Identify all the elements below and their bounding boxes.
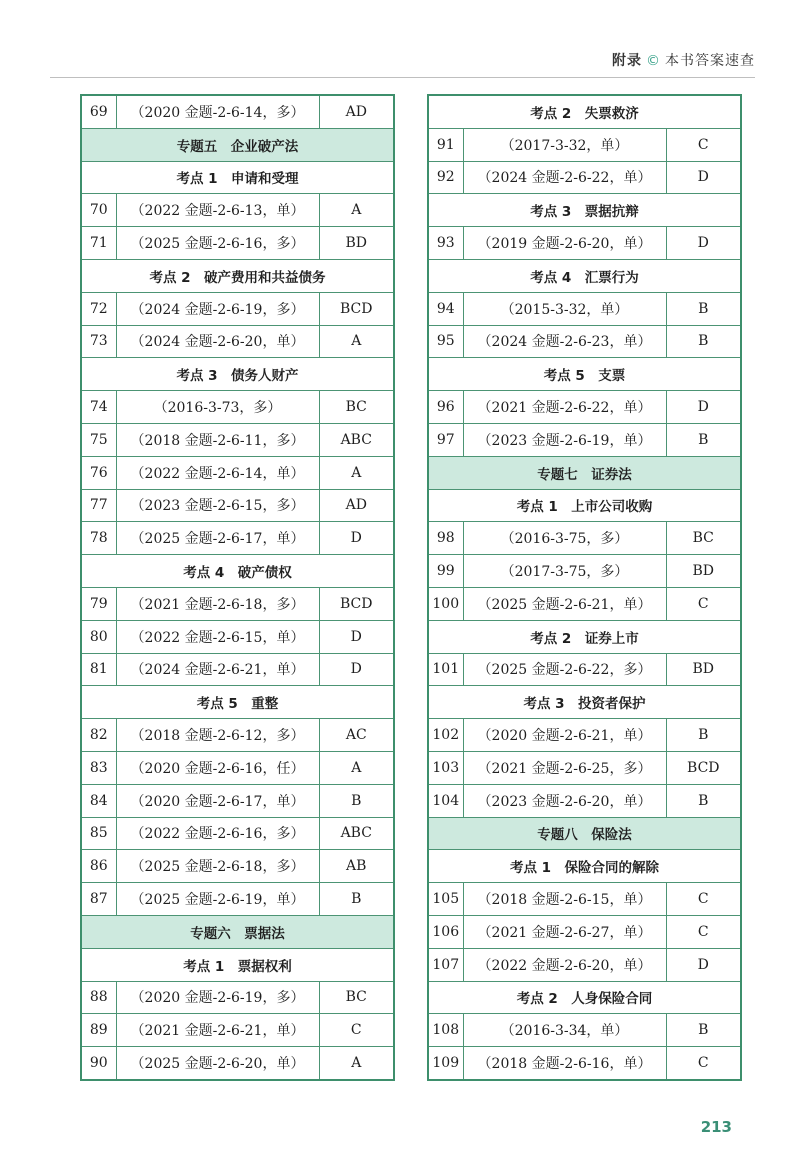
answer-row <box>428 128 741 161</box>
answer-row <box>81 423 394 456</box>
question-source: （2020 金题-2-6-19，多） <box>116 981 319 1014</box>
answer-row <box>428 883 741 916</box>
answer-value: D <box>666 391 741 424</box>
answer-value: C <box>319 1014 394 1047</box>
question-number: 81 <box>81 653 116 686</box>
answer-row <box>428 653 741 686</box>
question-number: 73 <box>81 325 116 358</box>
exam-point-row <box>428 686 741 719</box>
answer-value: BD <box>319 227 394 260</box>
exam-point-title: 考点 4 破产债权 <box>81 555 394 588</box>
question-number: 96 <box>428 391 463 424</box>
answer-table-right <box>427 94 742 1081</box>
exam-point-title: 考点 2 破产费用和共益债务 <box>81 259 394 292</box>
answer-value: D <box>666 948 741 981</box>
question-number: 93 <box>428 227 463 260</box>
exam-point-title: 考点 3 债务人财产 <box>81 358 394 391</box>
exam-point-title: 考点 5 支票 <box>428 358 741 391</box>
answer-value: BC <box>319 981 394 1014</box>
question-number: 104 <box>428 784 463 817</box>
question-number: 69 <box>81 95 116 128</box>
question-source: （2021 金题-2-6-21，单） <box>116 1014 319 1047</box>
question-number: 94 <box>428 292 463 325</box>
answer-row <box>81 981 394 1014</box>
topic-title: 专题六 票据法 <box>81 915 394 948</box>
answer-value: A <box>319 456 394 489</box>
exam-point-row <box>81 259 394 292</box>
answer-value: BCD <box>319 587 394 620</box>
question-number: 95 <box>428 325 463 358</box>
question-source: （2023 金题-2-6-19，单） <box>463 423 666 456</box>
answer-value: BC <box>666 522 741 555</box>
answer-value: C <box>666 587 741 620</box>
question-number: 86 <box>81 850 116 883</box>
question-number: 108 <box>428 1014 463 1047</box>
question-source: （2025 金题-2-6-17，单） <box>116 522 319 555</box>
answer-value: ABC <box>319 423 394 456</box>
answer-row <box>81 883 394 916</box>
answer-row <box>428 292 741 325</box>
answer-value: AB <box>319 850 394 883</box>
answer-value: B <box>666 784 741 817</box>
question-source: （2021 金题-2-6-22，单） <box>463 391 666 424</box>
exam-point-row <box>428 489 741 522</box>
question-source: （2025 金题-2-6-20，单） <box>116 1047 319 1080</box>
header-title: 本书答案速查 <box>665 53 755 69</box>
answer-row <box>81 1047 394 1080</box>
answer-value: A <box>319 751 394 784</box>
answer-value: B <box>319 784 394 817</box>
question-number: 92 <box>428 161 463 194</box>
question-source: （2022 金题-2-6-16，多） <box>116 817 319 850</box>
topic-header-row <box>81 128 394 161</box>
exam-point-row <box>81 948 394 981</box>
answer-value: B <box>666 1014 741 1047</box>
exam-point-title: 考点 3 票据抗辩 <box>428 194 741 227</box>
exam-point-row <box>428 358 741 391</box>
question-source: （2020 金题-2-6-17，单） <box>116 784 319 817</box>
answer-row <box>81 850 394 883</box>
question-source: （2015-3-32，单） <box>463 292 666 325</box>
question-source: （2024 金题-2-6-23，单） <box>463 325 666 358</box>
question-number: 80 <box>81 620 116 653</box>
answer-value: A <box>319 194 394 227</box>
question-source: （2022 金题-2-6-13，单） <box>116 194 319 227</box>
answer-value: D <box>319 653 394 686</box>
answer-row <box>428 555 741 588</box>
question-source: （2024 金题-2-6-20，单） <box>116 325 319 358</box>
question-source: （2017-3-75，多） <box>463 555 666 588</box>
answer-row <box>81 719 394 752</box>
question-source: （2020 金题-2-6-21，单） <box>463 719 666 752</box>
exam-point-row <box>428 194 741 227</box>
answer-value: C <box>666 128 741 161</box>
topic-header-row <box>81 915 394 948</box>
question-source: （2018 金题-2-6-15，单） <box>463 883 666 916</box>
question-source: （2020 金题-2-6-14，多） <box>116 95 319 128</box>
question-number: 98 <box>428 522 463 555</box>
answer-value: B <box>666 423 741 456</box>
question-source: （2018 金题-2-6-12，多） <box>116 719 319 752</box>
answer-row <box>81 391 394 424</box>
answer-row <box>428 227 741 260</box>
question-number: 70 <box>81 194 116 227</box>
question-number: 97 <box>428 423 463 456</box>
question-number: 109 <box>428 1047 463 1080</box>
question-source: （2021 金题-2-6-27，单） <box>463 915 666 948</box>
topic-header-row <box>428 817 741 850</box>
exam-point-row <box>81 686 394 719</box>
answer-row <box>428 423 741 456</box>
question-number: 84 <box>81 784 116 817</box>
question-number: 74 <box>81 391 116 424</box>
answer-row <box>81 489 394 522</box>
question-source: （2016-3-73，多） <box>116 391 319 424</box>
answer-row <box>81 194 394 227</box>
question-source: （2024 金题-2-6-19，多） <box>116 292 319 325</box>
exam-point-title: 考点 1 保险合同的解除 <box>428 850 741 883</box>
question-number: 72 <box>81 292 116 325</box>
exam-point-row <box>428 981 741 1014</box>
answer-row <box>81 522 394 555</box>
answer-row <box>81 784 394 817</box>
answer-value: D <box>319 522 394 555</box>
answer-row <box>428 391 741 424</box>
answer-row <box>428 948 741 981</box>
question-source: （2025 金题-2-6-16，多） <box>116 227 319 260</box>
question-source: （2016-3-34，单） <box>463 1014 666 1047</box>
answer-row <box>428 1047 741 1080</box>
answer-row <box>428 587 741 620</box>
question-source: （2021 金题-2-6-18，多） <box>116 587 319 620</box>
question-number: 85 <box>81 817 116 850</box>
answer-value: A <box>319 325 394 358</box>
topic-header-row <box>428 456 741 489</box>
exam-point-title: 考点 3 投资者保护 <box>428 686 741 719</box>
question-source: （2023 金题-2-6-15，多） <box>116 489 319 522</box>
question-source: （2024 金题-2-6-22，单） <box>463 161 666 194</box>
question-source: （2025 金题-2-6-22，多） <box>463 653 666 686</box>
answer-value: BC <box>319 391 394 424</box>
answer-value: B <box>666 719 741 752</box>
answer-value: AC <box>319 719 394 752</box>
exam-point-title: 考点 1 上市公司收购 <box>428 489 741 522</box>
answer-row <box>81 751 394 784</box>
question-source: （2025 金题-2-6-18，多） <box>116 850 319 883</box>
question-number: 99 <box>428 555 463 588</box>
answer-table-left <box>80 94 395 1081</box>
question-number: 107 <box>428 948 463 981</box>
appendix-label: 附录 <box>612 53 642 69</box>
question-number: 89 <box>81 1014 116 1047</box>
question-source: （2025 金题-2-6-19，单） <box>116 883 319 916</box>
answer-value: BCD <box>319 292 394 325</box>
question-source: （2018 金题-2-6-11，多） <box>116 423 319 456</box>
exam-point-row <box>81 161 394 194</box>
answer-value: C <box>666 883 741 916</box>
answer-value: A <box>319 1047 394 1080</box>
answer-row <box>81 325 394 358</box>
question-source: （2022 金题-2-6-14，单） <box>116 456 319 489</box>
question-number: 78 <box>81 522 116 555</box>
answer-row <box>81 653 394 686</box>
question-number: 71 <box>81 227 116 260</box>
question-number: 88 <box>81 981 116 1014</box>
answer-value: D <box>666 161 741 194</box>
exam-point-title: 考点 2 证券上市 <box>428 620 741 653</box>
question-source: （2025 金题-2-6-21，单） <box>463 587 666 620</box>
exam-point-row <box>81 555 394 588</box>
answer-value: C <box>666 915 741 948</box>
exam-point-title: 考点 2 人身保险合同 <box>428 981 741 1014</box>
question-number: 75 <box>81 423 116 456</box>
answer-value: AD <box>319 489 394 522</box>
question-number: 77 <box>81 489 116 522</box>
answer-value: D <box>666 227 741 260</box>
question-source: （2022 金题-2-6-20，单） <box>463 948 666 981</box>
question-source: （2016-3-75，多） <box>463 522 666 555</box>
question-number: 102 <box>428 719 463 752</box>
question-number: 105 <box>428 883 463 916</box>
answer-row <box>81 620 394 653</box>
answer-row <box>81 587 394 620</box>
answer-value: BCD <box>666 751 741 784</box>
answer-row <box>81 1014 394 1047</box>
exam-point-title: 考点 1 申请和受理 <box>81 161 394 194</box>
answer-value: ABC <box>319 817 394 850</box>
answer-row <box>428 751 741 784</box>
answer-value: B <box>319 883 394 916</box>
answer-value: BD <box>666 555 741 588</box>
topic-title: 专题五 企业破产法 <box>81 128 394 161</box>
answer-value: B <box>666 325 741 358</box>
question-number: 83 <box>81 751 116 784</box>
answer-value: BD <box>666 653 741 686</box>
page-number: 213 <box>700 1118 732 1136</box>
topic-title: 专题八 保险法 <box>428 817 741 850</box>
answer-row <box>81 95 394 128</box>
question-source: （2018 金题-2-6-16，单） <box>463 1047 666 1080</box>
header-rule <box>50 77 755 78</box>
answer-row <box>428 522 741 555</box>
exam-point-row <box>428 95 741 128</box>
answer-row <box>428 325 741 358</box>
answer-row <box>428 1014 741 1047</box>
question-source: （2019 金题-2-6-20，单） <box>463 227 666 260</box>
question-number: 101 <box>428 653 463 686</box>
exam-point-title: 考点 5 重整 <box>81 686 394 719</box>
exam-point-row <box>81 358 394 391</box>
question-source: （2022 金题-2-6-15，单） <box>116 620 319 653</box>
copyright-mark: © <box>646 53 661 69</box>
topic-title: 专题七 证券法 <box>428 456 741 489</box>
answer-row <box>428 719 741 752</box>
question-number: 79 <box>81 587 116 620</box>
answer-value: AD <box>319 95 394 128</box>
exam-point-row <box>428 259 741 292</box>
answer-value: C <box>666 1047 741 1080</box>
question-source: （2021 金题-2-6-25，多） <box>463 751 666 784</box>
answer-row <box>428 161 741 194</box>
question-source: （2023 金题-2-6-20，单） <box>463 784 666 817</box>
question-number: 100 <box>428 587 463 620</box>
question-number: 82 <box>81 719 116 752</box>
answer-row <box>428 784 741 817</box>
answer-row <box>81 227 394 260</box>
exam-point-title: 考点 2 失票救济 <box>428 95 741 128</box>
question-number: 76 <box>81 456 116 489</box>
answer-value: D <box>319 620 394 653</box>
answer-row <box>81 292 394 325</box>
question-number: 103 <box>428 751 463 784</box>
question-source: （2017-3-32，单） <box>463 128 666 161</box>
answer-row <box>81 817 394 850</box>
exam-point-row <box>428 850 741 883</box>
question-number: 90 <box>81 1047 116 1080</box>
answer-row <box>428 915 741 948</box>
answer-row <box>81 456 394 489</box>
answer-value: B <box>666 292 741 325</box>
question-source: （2024 金题-2-6-21，单） <box>116 653 319 686</box>
exam-point-title: 考点 4 汇票行为 <box>428 259 741 292</box>
page-header <box>612 50 755 70</box>
question-source: （2020 金题-2-6-16，任） <box>116 751 319 784</box>
exam-point-title: 考点 1 票据权利 <box>81 948 394 981</box>
question-number: 87 <box>81 883 116 916</box>
question-number: 106 <box>428 915 463 948</box>
question-number: 91 <box>428 128 463 161</box>
exam-point-row <box>428 620 741 653</box>
